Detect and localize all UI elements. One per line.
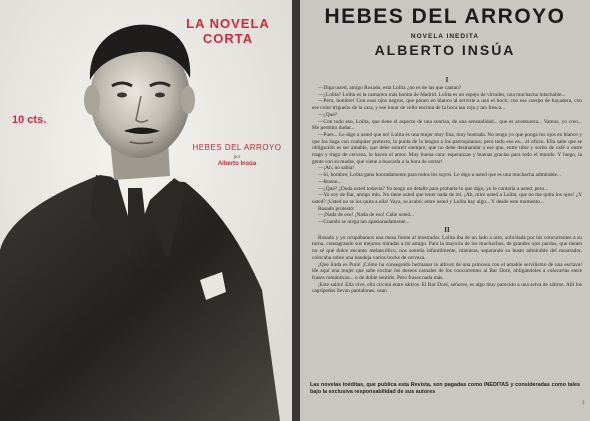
paragraph: —¿Qué? ¿Duda usted todavía? Yo tengo un detalle para probarle lo que digo, yo le contaría a usted, pero... bbox=[318, 185, 549, 192]
paragraph: —¿Qué? bbox=[318, 111, 338, 118]
paragraph: —Bueno... bbox=[318, 178, 342, 185]
publisher-footnote: Las novelas inéditas, que publica esta Revista, son pagadas como INEDITAS y consideradas como tales bajo la exclusiva responsabilidad de sus autores bbox=[310, 382, 580, 395]
author-portrait-photo bbox=[0, 0, 292, 421]
cover-page bbox=[0, 0, 292, 421]
paragraph: —Yo soy de fiar, amigo mío. No tiene usted que tener nada de mí. ¡Ah, mire usted a Lolita, que no me quita los ojos! ¿Y usted? ¡Usted no se los quita a ella! Vaya, se acabó; entre usted y Lolita hay algo... Y desde este momento... bbox=[312, 192, 582, 205]
cover-price: 10 cts. bbox=[12, 114, 47, 126]
section-number-1: I bbox=[445, 76, 449, 84]
paragraph: ¡Qué linda es Pura! ¡Cómo ha conseguido hermanar la altivez de una princesa con el amable servilismo de una esclava! He aquí una mujer que sabe excitar los deseos carnales de los concurrentes al Bar Doré, obligándoles a colocarlas entre frases románticas... o de doble sentido. Pero frases nada más. bbox=[312, 261, 582, 281]
section-number-2: II bbox=[444, 225, 450, 234]
series-title-line-1: LA NOVELA bbox=[186, 16, 270, 31]
paragraph: —Diga usted, amigo Rosado, esta Lolita ¿no es de las que cantan? bbox=[318, 85, 462, 91]
cover-author-name: Alberto Insúa bbox=[217, 161, 257, 167]
cover-novel-title: HEBES DEL ARROYO bbox=[192, 143, 282, 152]
page-title: HEBES DEL ARROYO bbox=[324, 5, 566, 28]
paragraph: —Con todo eso, Lolita, que tiene el aspecto de una sonrisa, de una sensualidad... que es aventurera... Vamos, yo creo... Me permito dudar... bbox=[312, 118, 582, 132]
page-number: 3 bbox=[582, 401, 585, 406]
paragraph: —¿Lolita? Lolita es la camarera más bonita de Madrid. Lolita es un espejo de virtudes, una muchacha intachable... bbox=[318, 91, 566, 98]
paragraph: —Cuando se niega tan apasionadamente... bbox=[318, 219, 410, 226]
series-title bbox=[178, 16, 278, 46]
paragraph: —Pero, hombre! Con esos ojos negros, que ponen en blanco al servirle a uno el bock; con ese cuerpo de bayadera, con ese color trigueño de la cara, y ese lunar de vello encima de la boca tan roja y tan fresca... bbox=[312, 98, 582, 112]
section-2-text bbox=[312, 235, 582, 295]
paragraph: Rosado y yo ocupábamos una mesa frente al mostrador. Lolita iba de un lado a otro, solicitada por los concurrentes a su turno, consagrando sus mejores miradas a mi amigo. Para la mayoría de los muchachos, de grandes ojos pardos, que tienen no sé qué dulce encanto melancólico, nos sonreía infantilmente, mientras, separando su busto admirable del mostrador, colocaba sobre una bandeja varios bocks de cerveza. bbox=[312, 234, 582, 261]
paragraph: —¡Ah, no sabía! bbox=[318, 165, 355, 172]
page-body bbox=[312, 76, 582, 376]
section-1-text bbox=[312, 85, 582, 226]
paragraph: —Pues... Le digo a usted que no! Lolita es una mujer muy fina, muy honrada. No tengo yo que ponga los ojos en blanco y que los haga con cualquier pretexto, la punta de la lengua a los parroquianos; pero todo eso es... el oficio. Ella sabe que se obligación es ser amable, que debe sonreír siempre, que no debe desmandar a ese que, entre ubre y sorbo de café o entre trago y trago de cerveza, le hacen el amor. Muy buena cara: esperanzas y buenas gracias para todo el mundo. Y luego, la gente con su madre, que viene a buscarla a la hora de cerrar! bbox=[312, 131, 582, 165]
text-page bbox=[300, 0, 590, 421]
series-title-line-2: CORTA bbox=[202, 31, 254, 46]
paragraph: —Sí, hombre; Lolita gana honradamente para todos los suyos. Le digo a usted que es una muchacha admirable... bbox=[318, 172, 562, 179]
cover-by-label: por bbox=[233, 155, 241, 160]
paragraph: ¡Este salón! Ella vive, ella circula entre sátiros. El Bar Doré, señores, es algo muy parecido a una selva de sátiros. Allí los caprípedos llevan pantalones, usan bbox=[312, 281, 582, 295]
page-author: ALBERTO INSÚA bbox=[374, 42, 516, 58]
paragraph: Rosado protestó: bbox=[318, 205, 355, 212]
paragraph: —¡Nada de eso! ¡Nada de eso! Calle usted... bbox=[318, 212, 415, 219]
page-subtitle: NOVELA INEDITA bbox=[410, 33, 480, 40]
